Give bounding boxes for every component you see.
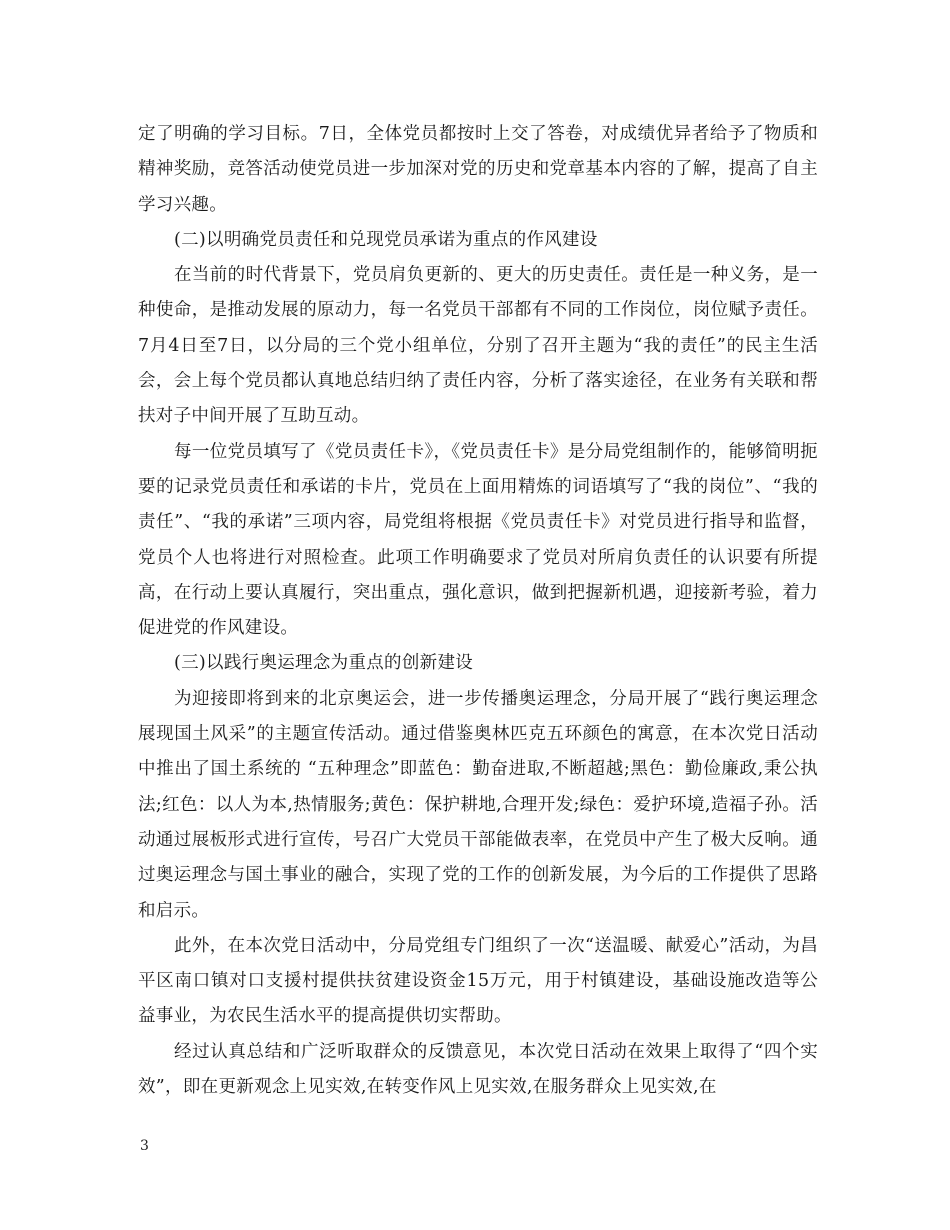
paragraph-responsibility: 在当前的时代背景下，党员肩负更新的、更大的历史责任。责任是一种义务，是一种使命，是推动发展的原动力，每一名党员干部都有不同的工作岗位，岗位赋予责任。7月4日至7日，以分局的三个党小组单位，分别了召开主题为“我的责任”的民主生活会，会上每个党员都认真地总结归纳了责任内容，分析了落实途径，在业务有关联和帮扶对子中间开展了互助互动。	[138, 265, 818, 427]
page-body	[138, 117, 818, 1105]
paragraph-charity-activity: 此外，在本次党日活动中，分局党组专门组织了一次“送温暖、献爱心”活动，为昌平区南口镇对口支援村提供扶贫建设资金15万元，用于村镇建设，基础设施改造等公益事业，为农民生活水平的提高提供切实帮助。	[138, 935, 818, 1027]
paragraph-continuation: 定了明确的学习目标。7日，全体党员都按时上交了答卷，对成绩优异者给予了物质和精神奖励，竞答活动使党员进一步加深对党的历史和党章基本内容的了解，提高了自主学习兴趣。	[138, 124, 818, 215]
paragraph-olympic-concept: 为迎接即将到来的北京奥运会，进一步传播奥运理念，分局开展了“践行奥运理念 展现国土风采”的主题宣传活动。通过借鉴奥林匹克五环颜色的寓意，在本次党日活动中推出了国土系统的 “五种理念”即蓝色：勤奋进取,不断超越;黑色：勤俭廉政,秉公执法;红色：以人为本,热情服务;黄色：保护耕地,合理开发;绿色：爱护环境,造福子孙。活动通过展板形式进行宣传，号召广大党员干部能做表率，在党员中产生了极大反响。通过奥运理念与国土事业的融合，实现了党的工作的创新发展，为今后的工作提供了思路和启示。	[138, 688, 818, 921]
section-heading-3: (三)以践行奥运理念为重点的创新建设	[174, 653, 474, 674]
section-heading-2: (二)以明确党员责任和兑现党员承诺为重点的作风建设	[174, 229, 598, 250]
page-number: 3	[140, 1138, 149, 1154]
paragraph-responsibility-card: 每一位党员填写了《党员责任卡》，《党员责任卡》是分局党组制作的，能够简明扼要的记录党员责任和承诺的卡片，党员在上面用精炼的词语填写了“我的岗位”、“我的责任”、“我的承诺”三项内容，局党组将根据《党员责任卡》对党员进行指导和监督，党员个人也将进行对照检查。此项工作明确要求了党员对所肩负责任的认识要有所提高，在行动上要认真履行，突出重点，强化意识，做到把握新机遇，迎接新考验，着力促进党的作风建设。	[138, 441, 818, 639]
paragraph-summary: 经过认真总结和广泛听取群众的反馈意见，本次党日活动在效果上取得了“四个实效”，即在更新观念上见实效,在转变作风上见实效,在服务群众上见实效,在	[138, 1041, 818, 1098]
